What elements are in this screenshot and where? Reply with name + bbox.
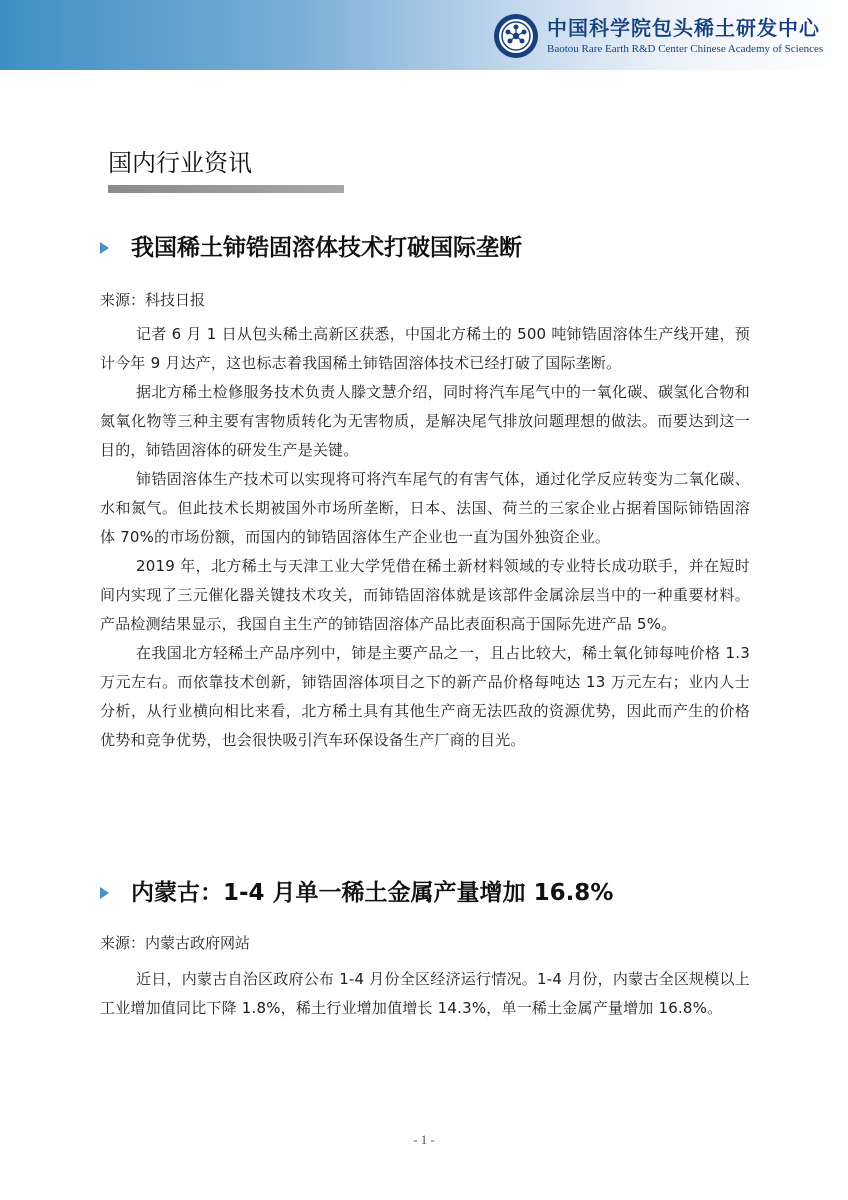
article-1-title: 我国稀土铈锆固溶体技术打破国际垄断 [131,235,522,261]
page-number: - 1 - [413,1132,435,1147]
article-2-title-row [100,877,613,909]
triangle-bullet-icon [100,887,109,899]
article-1-body [100,320,750,755]
article-1-paragraph: 2019 年，北方稀土与天津工业大学凭借在稀土新材料领域的专业特长成功联手，并在短时间内实现了三元催化器关键技术攻关，而铈锆固溶体就是该部件金属涂层当中的一种重要材料。产品检测结果显示，我国自主生产的铈锆固溶体产品比表面积高于国际先进产品 5%。 [100,557,750,633]
article-2-paragraph: 近日，内蒙古自治区政府公布 1-4 月份全区经济运行情况。1-4 月份，内蒙古全区规模以上工业增加值同比下降 1.8%，稀土行业增加值增长 14.3%，单一稀土金属产量增加 16.8%。 [100,970,750,1017]
article-1-source: 来源：科技日报 [100,291,206,309]
article-1-paragraph: 铈锆固溶体生产技术可以实现将可将汽车尾气的有害气体，通过化学反应转变为二氧化碳、水和氮气。但此技术长期被国外市场所垄断，日本、法国、荷兰的三家企业占据着国际铈锆固溶体 70%的市场份额，而国内的铈锆固溶体生产企业也一直为国外独资企业。 [100,470,750,546]
article-2-body [100,965,750,1023]
header-logo [493,12,823,60]
article-1-paragraph: 在我国北方轻稀土产品序列中，铈是主要产品之一，且占比较大，稀土氧化铈每吨价格 1.3 万元左右。而依靠技术创新，铈锆固溶体项目之下的新产品价格每吨达 13 万元左右；业内人士分析，从行业横向相比来看，北方稀土具有其他生产商无法匹敌的资源优势，因此而产生的价格优势和竞争优势，也会很快吸引汽车环保设备生产厂商的目光。 [100,644,750,749]
section-title-rule [108,185,344,193]
section-title: 国内行业资讯 [108,149,252,177]
article-1-title-row [100,232,522,264]
article-1-paragraph: 据北方稀土检修服务技术负责人滕文慧介绍，同时将汽车尾气中的一氧化碳、碳氢化合物和氮氧化物等三种主要有害物质转化为无害物质，是解决尾气排放问题理想的做法。而要达到这一目的，铈锆固溶体的研发生产是关键。 [100,383,750,459]
article-2-title: 内蒙古：1-4 月单一稀土金属产量增加 16.8% [131,880,614,906]
article-1-paragraph: 记者 6 月 1 日从包头稀土高新区获悉，中国北方稀土的 500 吨铈锆固溶体生产线开建，预计今年 9 月达产，这也标志着我国稀土铈锆固溶体技术已经打破了国际垄断。 [100,325,750,372]
org-name-cn: 中国科学院包头稀土研发中心 [547,16,820,40]
org-name-en: Baotou Rare Earth R&D Center Chinese Academy of Sciences [547,43,824,55]
cas-emblem-icon [493,13,539,59]
triangle-bullet-icon [100,242,109,254]
article-2-source: 来源：内蒙古政府网站 [100,934,251,952]
